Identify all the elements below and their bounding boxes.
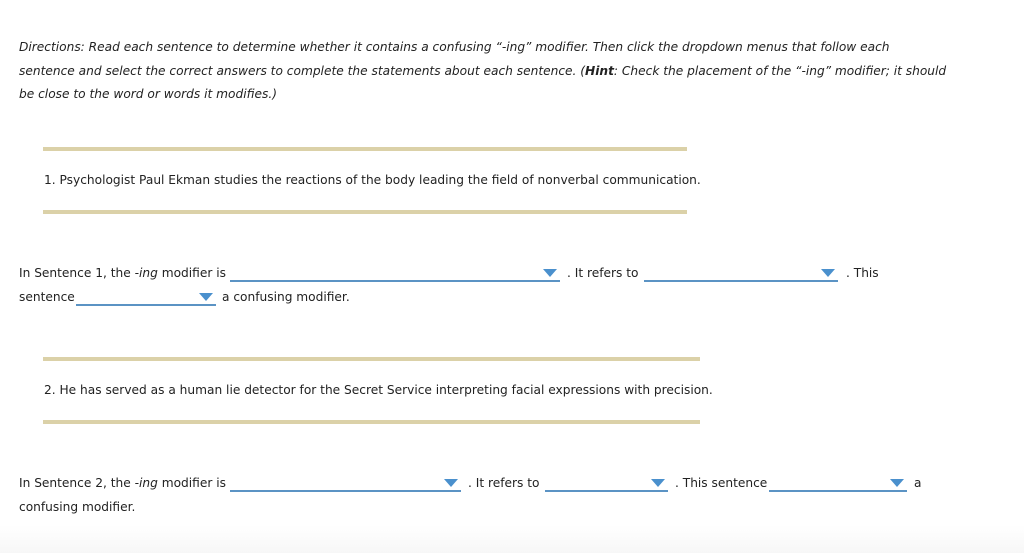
chevron-down-icon [543, 269, 557, 277]
q2-this-sentence-label: . This sentence [675, 476, 768, 490]
hint-label: Hint [585, 63, 614, 78]
q1-refers-to-label: . It refers to [567, 266, 639, 280]
chevron-down-icon [890, 479, 904, 487]
sentence-2-bottom-rule [43, 420, 700, 424]
q1-this-label: . This [846, 266, 879, 280]
sentence-2-text: 2. He has served as a human lie detector for the Secret Service interpreting facial expressions with precision. [44, 383, 713, 397]
sentence-1-bottom-rule [43, 210, 687, 214]
q2-modifier-dropdown[interactable] [230, 476, 461, 492]
q1-sentence-label: sentence [19, 290, 75, 304]
q2-refers-to-dropdown[interactable] [545, 476, 668, 492]
q2-refers-to-label: . It refers to [468, 476, 540, 490]
sentence-1-text: 1. Psychologist Paul Ekman studies the reactions of the body leading the field of nonverbal communication. [44, 173, 701, 187]
q1-statement-part1: In Sentence 1, the -ing modifier is [19, 266, 226, 280]
q1-tail: a confusing modifier. [222, 290, 350, 304]
sentence-2-top-rule [43, 357, 700, 361]
chevron-down-icon [199, 293, 213, 301]
q2-tail: confusing modifier. [19, 500, 136, 514]
chevron-down-icon [651, 479, 665, 487]
q2-is-dropdown[interactable] [769, 476, 907, 492]
chevron-down-icon [821, 269, 835, 277]
q2-a-label: a [914, 476, 922, 490]
q1-modifier-dropdown[interactable] [230, 266, 560, 282]
q1-refers-to-dropdown[interactable] [644, 266, 838, 282]
q2-statement-part1: In Sentence 2, the -ing modifier is [19, 476, 226, 490]
q1-is-dropdown[interactable] [76, 290, 216, 306]
directions-text: Directions: Read each sentence to determine whether it contains a confusing “-ing” modifier. Then click the dropdown menus that follow each sentence and select the correct answers to complete the statements about each sentence. (Hint: Check the placement of the “-ing” modifier; it should be close to the word or words it modifies.) [19, 40, 947, 101]
chevron-down-icon [444, 479, 458, 487]
directions-label: Directions: [19, 40, 85, 54]
sentence-1-top-rule [43, 147, 687, 151]
